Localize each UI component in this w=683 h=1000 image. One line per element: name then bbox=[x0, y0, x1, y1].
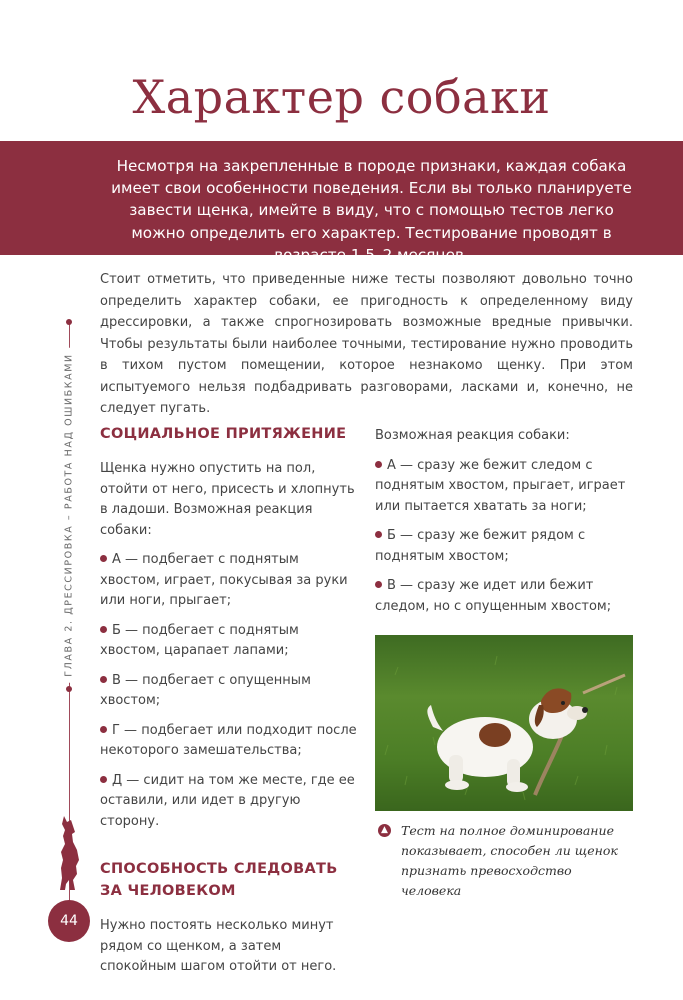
bullet-icon bbox=[100, 776, 107, 783]
bullet-icon bbox=[100, 676, 107, 683]
section-heading-follow: СПОСОБНОСТЬ СЛЕДОВАТЬ ЗА ЧЕЛОВЕКОМ bbox=[100, 861, 338, 899]
list-item: Г — подбегает или подходит после некоторого замешательства; bbox=[100, 722, 357, 758]
list-item: Д — сидит на том же месте, где ее оставили, или идет в другую сторону. bbox=[100, 772, 355, 829]
page-number: 44 bbox=[48, 900, 90, 942]
banner-text: Несмотря на закрепленные в породе признаки, каждая собака имеет свои особенности поведения. Если вы только планируете завести щенка, имейте в виду, что с помощью тестов легко можно определить его характер. Тестирование проводят в возрасте 1,5–2 месяцев. bbox=[111, 157, 632, 264]
bullet-icon bbox=[100, 555, 107, 562]
side-rule-top-dot bbox=[66, 319, 72, 325]
right-column bbox=[375, 426, 633, 901]
page-title: Характер собаки bbox=[132, 70, 551, 124]
reaction-label: Возможная реакция собаки: bbox=[375, 428, 570, 443]
caption-text: Тест на полное доминирование показывает, способен ли щенок признать превосходство человека bbox=[401, 823, 618, 898]
bullet-icon bbox=[375, 581, 382, 588]
list-item: В — подбегает с опущенным хвостом; bbox=[100, 672, 311, 708]
side-rule-bottom-dot bbox=[66, 686, 72, 692]
intro-banner bbox=[0, 141, 683, 264]
photo-caption bbox=[375, 821, 633, 901]
list-item: А — подбегает с поднятым хвостом, играет, покусывая за руки или ноги, прыгает; bbox=[100, 552, 348, 608]
list-item: А — сразу же бежит следом с поднятым хвостом, прыгает, играет или пытается хватать за ноги; bbox=[375, 457, 626, 514]
section-heading-social: СОЦИАЛЬНОЕ ПРИТЯЖЕНИЕ bbox=[100, 426, 347, 442]
bullet-icon bbox=[100, 726, 107, 733]
arrow-up-icon: ▲ bbox=[378, 824, 391, 837]
left-column bbox=[100, 423, 357, 987]
dog-silhouette-icon bbox=[55, 814, 83, 894]
puppy-photo bbox=[375, 635, 633, 811]
chapter-label: ГЛАВА 2. ДРЕССИРОВКА – РАБОТА НАД ОШИБКАМИ bbox=[64, 347, 75, 682]
section-text-social: Щенка нужно опустить на пол, отойти от него, присесть и хлопнуть в ладоши. Возможная реакция собаки: bbox=[100, 461, 355, 538]
section-text-follow: Нужно постоять несколько минут рядом со щенком, а затем спокойным шагом отойти от него. bbox=[100, 918, 337, 974]
list-item: Б — подбегает с поднятым хвостом, царапает лапами; bbox=[100, 622, 299, 658]
list-item: Б — сразу же бежит рядом с поднятым хвостом; bbox=[375, 528, 586, 564]
bullet-icon bbox=[375, 531, 382, 538]
bullet-icon bbox=[100, 626, 107, 633]
bullet-icon bbox=[375, 461, 382, 468]
list-item: В — сразу же идет или бежит следом, но с опущенным хвостом; bbox=[375, 578, 612, 614]
intro-paragraph: Стоит отметить, что приведенные ниже тесты позволяют довольно точно определить характер собаки, ее пригодность к определенному виду дрессировки, а также спрогнозировать возможные вредные привычки. Чтобы результаты были наиболее точными, тестирование нужно проводить в тихом пустом помещении, которое незнакомо щенку. При этом испытуемого нельзя подбадривать разговорами, ласками и, конечно, не следует пугать. bbox=[100, 272, 633, 416]
puppy-illustration bbox=[375, 635, 633, 811]
